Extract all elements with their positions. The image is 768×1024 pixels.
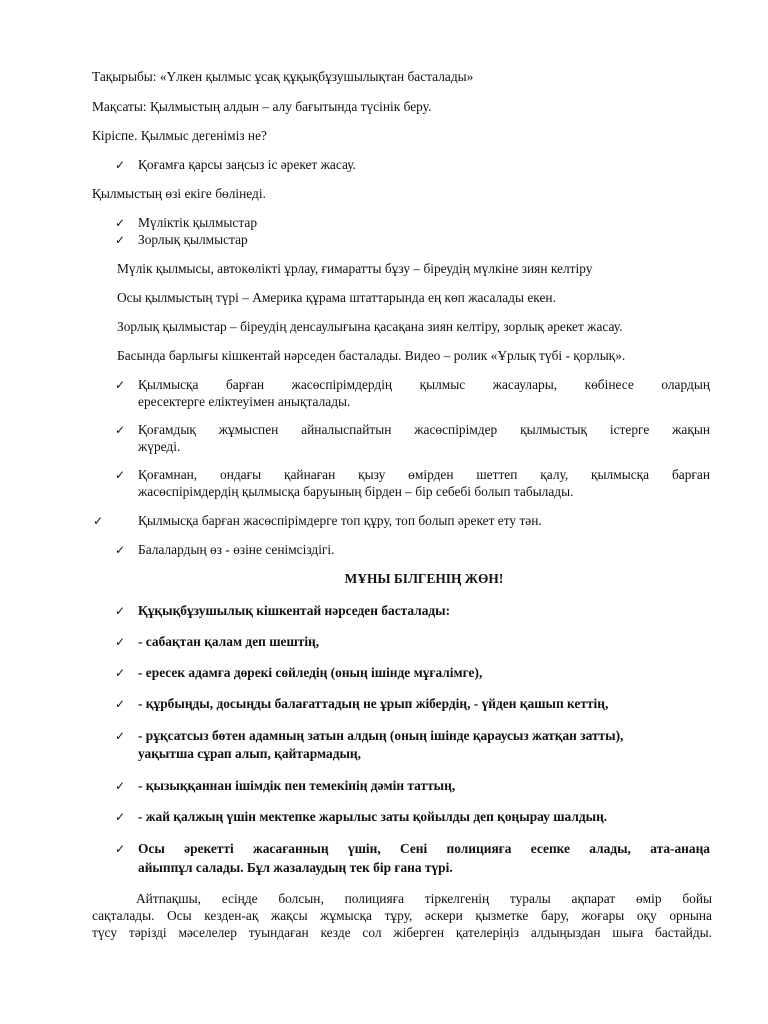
goal-line: Мақсаты: Қылмыстың алдын – алу бағытында түсінік беру. [92,99,432,114]
reason-text-line2: ересектерге еліктеуімен анықталады. [138,394,351,409]
bold-item-text: - ересек адамға дөрекі сөйледің (оның ішінде мұғалімге), [138,665,483,680]
check-icon: ✓ [115,158,126,172]
check-icon: ✓ [115,666,126,680]
bold-item-text-line1: Осы әрекетті жасағанның үшін, Сені полицияға есепке алады, ата-анаңа [138,841,710,856]
closing-line2: сақталады. Осы кезден-ақ жақсы жұмысқа тұру, әскери қызметке бару, жоғары оқу орнына [92,908,712,923]
bold-item-text: Құқықбұзушылық кішкентай нәрседен басталады: [138,603,451,618]
intro-item-text: Қоғамға қарсы заңсыз іс әрекет жасау. [138,157,356,172]
reason-text-line2: жүреді. [138,439,181,454]
intro-line: Кіріспе. Қылмыс дегеніміз не? [92,128,267,143]
check-icon: ✓ [115,233,126,247]
type-text: Зорлық қылмыстар [138,232,248,247]
bold-item-text-line2: уақытша сұрап алып, қайтармадың, [138,746,361,761]
division-line: Қылмыстың өзі екіге бөлінеді. [92,186,266,201]
note-line: Мүлік қылмысы, автокөлікті ұрлау, ғимаратты бұзу – біреудің мүлкіне зиян келтіру [117,261,593,276]
check-icon: ✓ [115,635,126,649]
note-line: Осы қылмыстың түрі – Америка құрама штаттарында ең көп жасалады екен. [117,290,556,305]
check-icon: ✓ [115,842,126,856]
closing-line3: түсу тәрізді мәселелер туындаған кезде сол жіберген қателеріңіз алдыңыздан шыға бастайды. [92,925,712,940]
reason-group-text: Қылмысқа барған жасөспірімдерге топ құру, топ болып әрекет ету тән. [138,513,542,528]
check-icon: ✓ [115,779,126,793]
note-line: Басында барлығы кішкентай нәрседен басталады. Видео – ролик «Ұрлық түбі - қорлық». [117,348,626,363]
check-icon: ✓ [115,216,126,230]
bold-item-text: - сабақтан қалам деп шештің, [138,634,320,649]
bold-item-text: - қызыққаннан ішімдік пен темекінің дәмін таттың, [138,778,456,793]
topic-line: Тақырыбы: «Үлкен қылмыс ұсақ құқықбұзушылықтан басталады» [92,69,474,84]
bold-item-text-line1: - рұқсатсыз бөтен адамның затын алдың (оның ішінде қараусыз жатқан затты), [138,728,624,743]
check-icon: ✓ [115,604,126,618]
check-icon: ✓ [115,468,126,482]
check-icon: ✓ [115,543,126,557]
reason-text-line1: Қоғамнан, ондағы қайнаған қызу өмірден шеттеп қалу, қылмысқа барған [138,467,710,482]
bold-item-text: - жай қалжың үшін мектепке жарылыс заты қойылды деп қоңырау шалдың. [138,809,608,824]
reason-self-text: Балалардың өз - өзіне сенімсіздігі. [138,542,335,557]
bold-item-text: - құрбыңды, досыңды балағаттадың не ұрып жібердің, - үйден қашып кеттің, [138,696,609,711]
know-title: МҰНЫ БІЛГЕНІҢ ЖӨН! [344,571,504,586]
bold-item-text-line2: айыппұл салады. Бұл жазалаудың тек бір ғана түрі. [138,860,453,875]
check-icon: ✓ [115,423,126,437]
reason-text-line1: Қоғамдық жұмыспен айналыспайтын жасөспірімдер қылмыстық істерге жақын [138,422,710,437]
reason-text-line2: жасөспірімдердің қылмысқа баруының бірден – бір себебі болып табылады. [138,484,574,499]
closing-line1: Айтпақшы, есіңде болсын, полицияға тіркелгенің туралы ақпарат өмір бойы [136,891,712,906]
check-icon: ✓ [115,378,126,392]
type-text: Мүліктік қылмыстар [138,215,258,230]
check-icon: ✓ [115,729,126,743]
check-icon: ✓ [115,810,126,824]
reason-text-line1: Қылмысқа барған жасөспірімдердің қылмыс жасаулары, көбінесе олардың [138,377,710,392]
note-line: Зорлық қылмыстар – біреудің денсаулығына қасақана зиян келтіру, зорлық әрекет жасау. [117,319,623,334]
check-icon: ✓ [115,697,126,711]
check-icon: ✓ [93,514,104,528]
